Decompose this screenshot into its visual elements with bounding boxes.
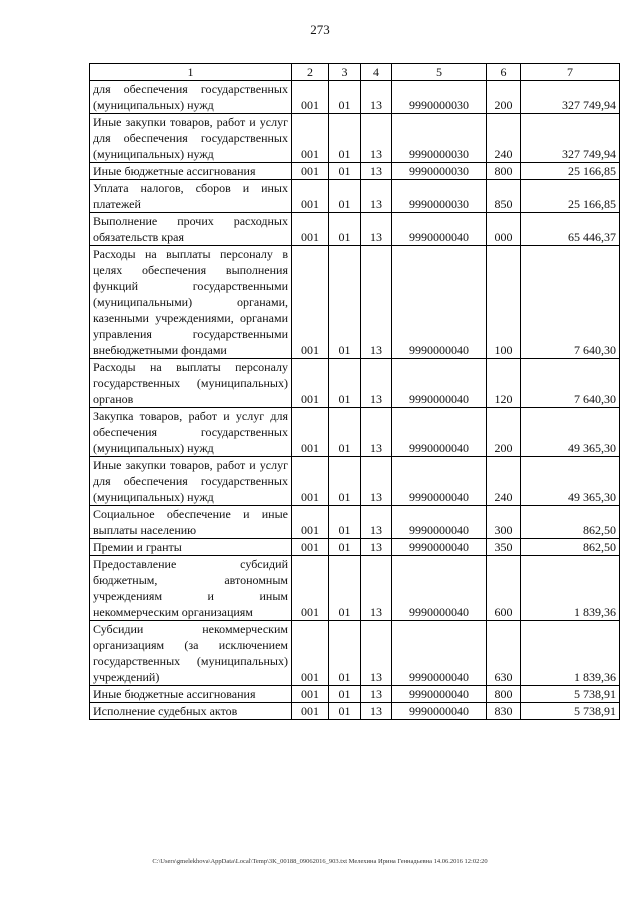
cell-amount: 1 839,36 [521,556,620,621]
table-row [90,506,620,539]
table-row [90,556,620,621]
cell-code-5: 9990000040 [392,246,487,359]
cell-code-6: 100 [487,246,521,359]
column-header-1: 1 [90,64,292,81]
cell-code-3: 01 [329,556,361,621]
cell-code-2: 001 [292,408,329,457]
cell-code-6: 850 [487,180,521,213]
cell-name: Премии и гранты [90,539,292,556]
cell-code-4: 13 [361,246,392,359]
table-body [90,81,620,720]
cell-name: Уплата налогов, сборов и иных платежей [90,180,292,213]
cell-code-5: 9990000040 [392,686,487,703]
cell-code-5: 9990000030 [392,180,487,213]
cell-code-4: 13 [361,408,392,457]
cell-name: Субсидии некоммерческим организациям (за исключением государственных (муниципальных) учреждений) [90,621,292,686]
cell-code-3: 01 [329,457,361,506]
cell-code-2: 001 [292,686,329,703]
cell-code-6: 600 [487,556,521,621]
cell-name: Расходы на выплаты персоналу в целях обеспечения выполнения функций государственными (муниципальными) органами, казенными учреждениями, органами управления государственными внебюджетными фондами [90,246,292,359]
cell-code-3: 01 [329,114,361,163]
cell-code-5: 9990000040 [392,556,487,621]
table-row [90,539,620,556]
table-row [90,408,620,457]
cell-code-5: 9990000030 [392,114,487,163]
cell-code-3: 01 [329,180,361,213]
cell-name: Выполнение прочих расходных обязательств края [90,213,292,246]
cell-code-4: 13 [361,556,392,621]
cell-code-5: 9990000040 [392,506,487,539]
cell-amount: 862,50 [521,506,620,539]
cell-name: Исполнение судебных актов [90,703,292,720]
cell-amount: 5 738,91 [521,686,620,703]
cell-code-2: 001 [292,621,329,686]
table-row [90,703,620,720]
cell-name: Расходы на выплаты персоналу государственных (муниципальных) органов [90,359,292,408]
cell-code-2: 001 [292,506,329,539]
column-header-5: 5 [392,64,487,81]
cell-name: Иные бюджетные ассигнования [90,163,292,180]
cell-code-2: 001 [292,163,329,180]
cell-code-6: 830 [487,703,521,720]
cell-code-4: 13 [361,506,392,539]
cell-code-4: 13 [361,539,392,556]
cell-code-2: 001 [292,114,329,163]
cell-code-3: 01 [329,408,361,457]
cell-code-3: 01 [329,506,361,539]
cell-code-5: 9990000030 [392,163,487,180]
cell-code-6: 000 [487,213,521,246]
cell-amount: 327 749,94 [521,114,620,163]
cell-code-6: 200 [487,408,521,457]
column-header-3: 3 [329,64,361,81]
cell-code-4: 13 [361,180,392,213]
budget-table [89,63,620,720]
cell-name: Социальное обеспечение и иные выплаты населению [90,506,292,539]
cell-code-6: 350 [487,539,521,556]
column-header-4: 4 [361,64,392,81]
table-row [90,213,620,246]
cell-code-3: 01 [329,163,361,180]
cell-code-4: 13 [361,213,392,246]
cell-amount: 49 365,30 [521,408,620,457]
cell-amount: 862,50 [521,539,620,556]
cell-code-2: 001 [292,457,329,506]
cell-code-2: 001 [292,359,329,408]
cell-code-2: 001 [292,180,329,213]
cell-code-6: 200 [487,81,521,114]
cell-code-3: 01 [329,246,361,359]
cell-code-3: 01 [329,686,361,703]
cell-code-4: 13 [361,163,392,180]
cell-code-4: 13 [361,81,392,114]
footer-file-path: C:\Users\gmelekhova\AppData\Local\Temp\3K_00188_09062016_903.txt Мелехина Ирина Геннадьевна 14.06.2016 12:02:20 [152,858,488,865]
cell-code-5: 9990000040 [392,457,487,506]
cell-amount: 5 738,91 [521,703,620,720]
column-header-7: 7 [521,64,620,81]
cell-code-4: 13 [361,457,392,506]
table-row [90,359,620,408]
cell-amount: 7 640,30 [521,359,620,408]
cell-code-5: 9990000040 [392,703,487,720]
cell-amount: 7 640,30 [521,246,620,359]
cell-name: Закупка товаров, работ и услуг для обеспечения государственных (муниципальных) нужд [90,408,292,457]
cell-code-4: 13 [361,114,392,163]
table-header-row [90,64,620,81]
column-header-2: 2 [292,64,329,81]
cell-code-3: 01 [329,359,361,408]
cell-amount: 49 365,30 [521,457,620,506]
cell-code-3: 01 [329,81,361,114]
cell-code-4: 13 [361,621,392,686]
cell-name: для обеспечения государственных (муниципальных) нужд [90,81,292,114]
cell-code-6: 240 [487,114,521,163]
cell-code-2: 001 [292,213,329,246]
cell-amount: 25 166,85 [521,180,620,213]
table-row [90,246,620,359]
cell-name: Предоставление субсидий бюджетным, автономным учреждениям и иным некоммерческим организациям [90,556,292,621]
table-row [90,686,620,703]
table-row [90,81,620,114]
table-row [90,180,620,213]
cell-code-2: 001 [292,539,329,556]
cell-name: Иные бюджетные ассигнования [90,686,292,703]
cell-code-5: 9990000040 [392,539,487,556]
cell-name: Иные закупки товаров, работ и услуг для обеспечения государственных (муниципальных) нужд [90,114,292,163]
cell-code-5: 9990000040 [392,408,487,457]
column-header-6: 6 [487,64,521,81]
cell-code-6: 630 [487,621,521,686]
cell-code-3: 01 [329,703,361,720]
cell-code-6: 240 [487,457,521,506]
table-row [90,114,620,163]
cell-code-6: 120 [487,359,521,408]
cell-amount: 1 839,36 [521,621,620,686]
cell-code-2: 001 [292,556,329,621]
cell-amount: 65 446,37 [521,213,620,246]
cell-code-3: 01 [329,213,361,246]
cell-code-5: 9990000040 [392,359,487,408]
cell-code-3: 01 [329,539,361,556]
table-row [90,457,620,506]
cell-code-6: 800 [487,163,521,180]
cell-code-3: 01 [329,621,361,686]
cell-code-2: 001 [292,81,329,114]
cell-code-5: 9990000040 [392,621,487,686]
cell-code-6: 300 [487,506,521,539]
table-row [90,621,620,686]
page-number: 273 [310,22,330,37]
cell-amount: 25 166,85 [521,163,620,180]
cell-name: Иные закупки товаров, работ и услуг для обеспечения государственных (муниципальных) нужд [90,457,292,506]
cell-code-4: 13 [361,359,392,408]
cell-code-5: 9990000030 [392,81,487,114]
cell-amount: 327 749,94 [521,81,620,114]
cell-code-5: 9990000040 [392,213,487,246]
cell-code-6: 800 [487,686,521,703]
cell-code-4: 13 [361,703,392,720]
cell-code-4: 13 [361,686,392,703]
table-row [90,163,620,180]
cell-code-2: 001 [292,246,329,359]
cell-code-2: 001 [292,703,329,720]
